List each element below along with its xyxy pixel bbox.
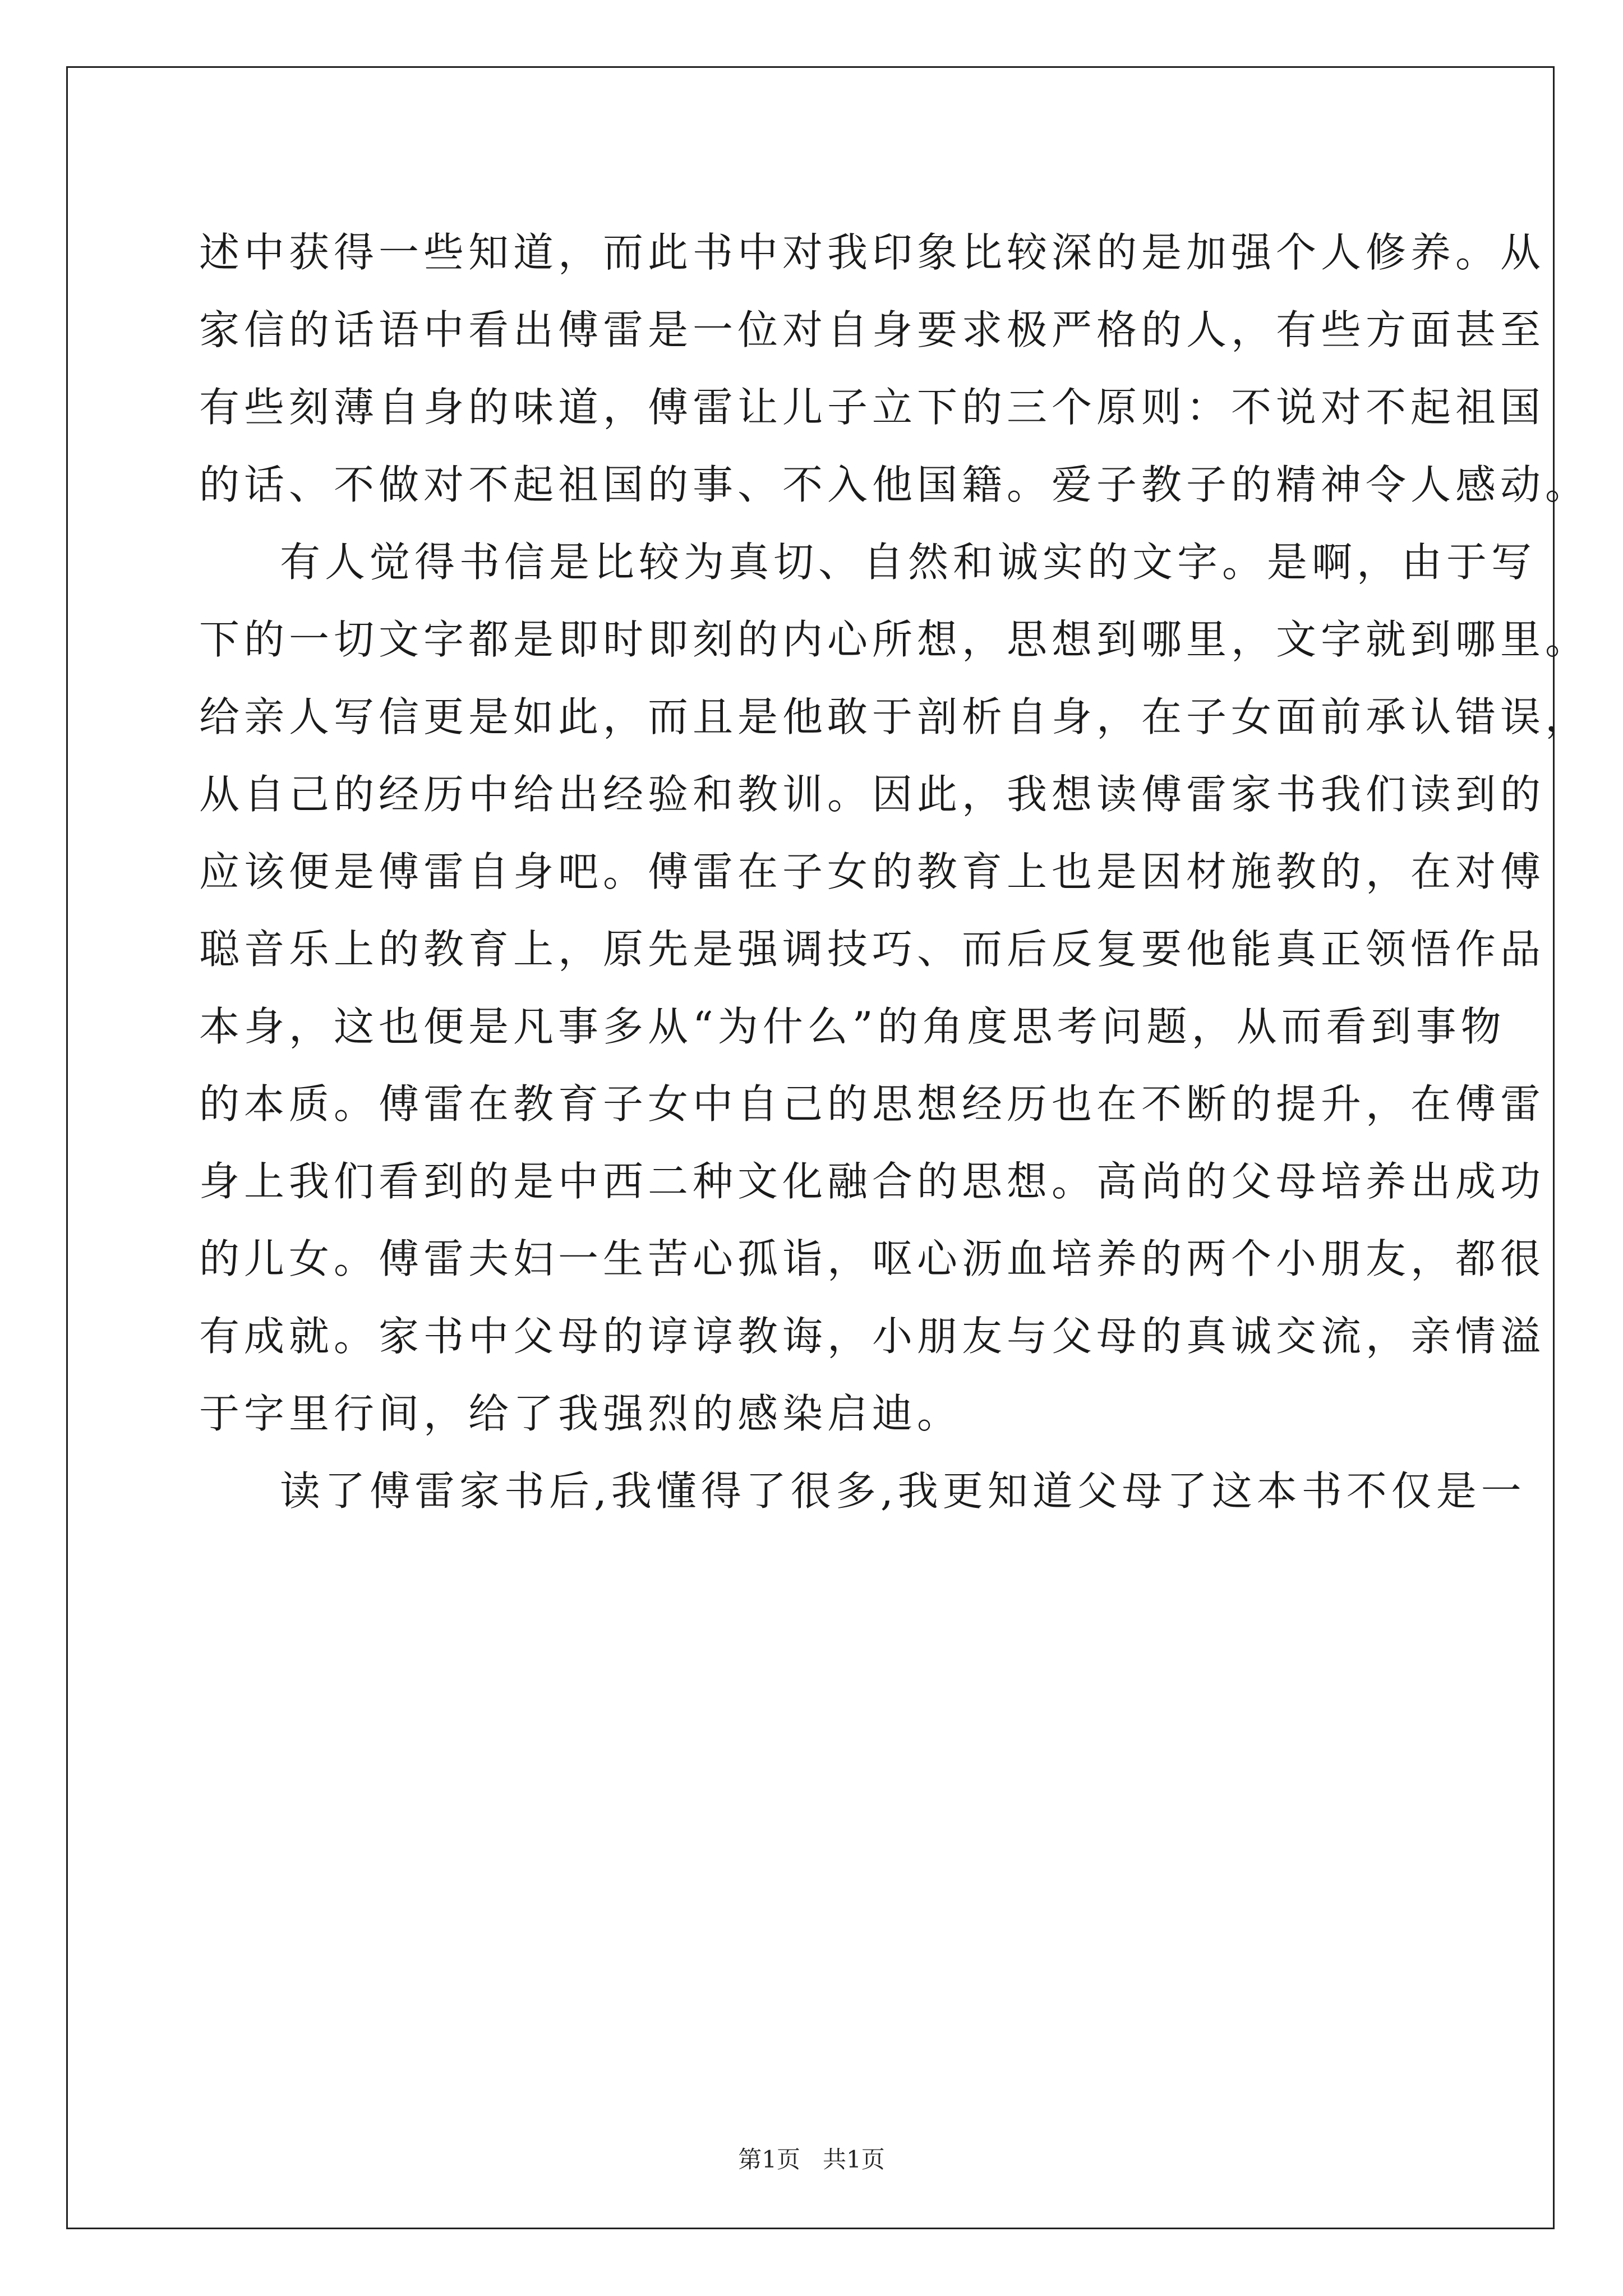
- text-line: 下的一切文字都是即时即刻的内心所想，思想到哪里，文字就到哪里。: [199, 616, 1590, 663]
- text-line: 述中获得一些知道，而此书中对我印象比较深的是加强个人修养。从: [199, 229, 1546, 276]
- text-line: 身上我们看到的是中西二种文化融合的思想。高尚的父母培养出成功: [199, 1158, 1546, 1205]
- page-number: 第1页 共1页: [738, 2146, 885, 2173]
- text-line: 有些刻薄自身的味道，傅雷让儿子立下的三个原则：不说对不起祖国: [199, 384, 1546, 431]
- text-line: 于字里行间，给了我强烈的感染启迪。: [199, 1390, 962, 1437]
- text-line: 本身，这也便是凡事多从“为什么”的角度思考问题，从而看到事物: [199, 1003, 1506, 1050]
- text-line: 的话、不做对不起祖国的事、不入他国籍。爱子教子的精神令人感动。: [199, 461, 1590, 508]
- text-line: 的儿女。傅雷夫妇一生苦心孤诣，呕心沥血培养的两个小朋友，都很: [199, 1235, 1546, 1282]
- text-line: 应该便是傅雷自身吧。傅雷在子女的教育上也是因材施教的，在对傅: [199, 848, 1546, 895]
- text-line: 有成就。家书中父母的谆谆教诲，小朋友与父母的真诚交流，亲情溢: [199, 1313, 1546, 1360]
- text-line: 从自己的经历中给出经验和教训。因此，我想读傅雷家书我们读到的: [199, 771, 1546, 818]
- paragraph-first-line: 读了傅雷家书后,我懂得了很多,我更知道父母了这本书不仅是一: [280, 1467, 1526, 1515]
- paragraph-first-line: 有人觉得书信是比较为真切、自然和诚实的文字。是啊，由于写: [280, 539, 1537, 586]
- text-line: 的本质。傅雷在教育子女中自己的思想经历也在不断的提升，在傅雷: [199, 1080, 1546, 1128]
- text-line: 给亲人写信更是如此，而且是他敢于剖析自身，在子女面前承认错误，: [199, 693, 1590, 740]
- text-line: 聪音乐上的教育上，原先是强调技巧、而后反复要他能真正领悟作品: [199, 926, 1546, 973]
- text-line: 家信的话语中看出傅雷是一位对自身要求极严格的人，有些方面甚至: [199, 306, 1546, 353]
